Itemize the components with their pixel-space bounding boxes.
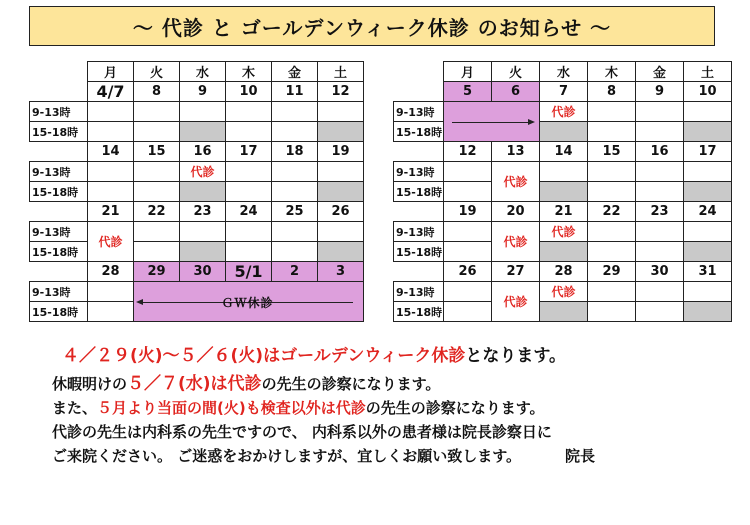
date-cell: 2 <box>272 262 318 282</box>
date-cell: 10 <box>226 82 272 102</box>
weekday-sat: 土 <box>684 62 732 82</box>
weekday-wed: 水 <box>540 62 588 82</box>
date-row <box>30 142 364 162</box>
daishin-label: 代診 <box>551 225 576 239</box>
date-row <box>394 202 732 222</box>
gw-period-text: ４／２９(火)～５／６(火)はゴールデンウィーク休診 <box>62 346 466 366</box>
time-slot-pm: 15-18時 <box>30 242 88 262</box>
date-cell: 21 <box>540 202 588 222</box>
calendar-april <box>29 61 364 322</box>
date-cell: 8 <box>134 82 180 102</box>
weekday-mon: 月 <box>88 62 134 82</box>
date-cell: 30 <box>636 262 684 282</box>
date-cell: 28 <box>88 262 134 282</box>
date-cell: 26 <box>444 262 492 282</box>
slot-row-pm <box>394 242 732 262</box>
date-cell: 29 <box>134 262 180 282</box>
date-cell: 26 <box>318 202 364 222</box>
date-cell: 20 <box>492 202 540 222</box>
gw-closed-block <box>134 282 364 322</box>
time-slot-am: 9-13時 <box>30 282 88 302</box>
weekday-wed: 水 <box>180 62 226 82</box>
date-cell: 18 <box>272 142 318 162</box>
slot-row-pm <box>30 242 364 262</box>
notice-title: ～ 代診 と ゴールデンウィーク休診 のお知らせ ～ <box>29 6 715 46</box>
time-slot-am: 9-13時 <box>30 102 88 122</box>
time-slot-pm: 15-18時 <box>394 122 444 142</box>
notice-line-1: ４／２９(火)～５／６(火)はゴールデンウィーク休診となります。 <box>62 346 567 366</box>
date-cell: 7 <box>540 82 588 102</box>
daishin-label: 代診 <box>503 175 528 189</box>
date-row <box>394 82 732 102</box>
date-cell: 14 <box>88 142 134 162</box>
date-cell: 3 <box>318 262 364 282</box>
date-cell: 17 <box>226 142 272 162</box>
slot-row-am <box>30 282 364 302</box>
notice-text <box>52 342 732 468</box>
date-cell: 23 <box>180 202 226 222</box>
daishin-label: 代診 <box>503 295 528 309</box>
date-row <box>394 142 732 162</box>
weekday-header-row <box>30 62 364 82</box>
slot-row-am <box>394 222 732 242</box>
date-cell: 30 <box>180 262 226 282</box>
notice-line-4: 代診の先生は内科系の先生ですので、 内科系以外の患者様は院長診察日に <box>52 423 552 441</box>
time-slot-am: 9-13時 <box>394 162 444 182</box>
slot-row-am <box>30 222 364 242</box>
weekday-thu: 木 <box>226 62 272 82</box>
date-cell: 17 <box>684 142 732 162</box>
date-cell: 19 <box>318 142 364 162</box>
date-cell: 10 <box>684 82 732 102</box>
notice-line-3: また、５月より当面の間(火)も検査以外は代診の先生の診察になります。 <box>52 399 545 417</box>
slot-row-am <box>394 162 732 182</box>
date-cell: 15 <box>134 142 180 162</box>
time-slot-pm: 15-18時 <box>30 302 88 322</box>
date-cell: 21 <box>88 202 134 222</box>
time-slot-am: 9-13時 <box>30 222 88 242</box>
date-cell: 4/7 <box>88 82 134 102</box>
slot-row-am <box>394 102 732 122</box>
time-slot-am: 9-13時 <box>394 282 444 302</box>
date-cell: 29 <box>588 262 636 282</box>
date-cell: 6 <box>492 82 540 102</box>
date-cell: 14 <box>540 142 588 162</box>
date-cell: 5 <box>444 82 492 102</box>
slot-row-pm <box>30 122 364 142</box>
date-cell: 11 <box>272 82 318 102</box>
tuesday-daishin-text: ５月より当面の間(火)も検査以外は代診 <box>97 399 366 417</box>
time-slot-am: 9-13時 <box>30 162 88 182</box>
date-cell: 19 <box>444 202 492 222</box>
daishin-label: 代診 <box>551 105 576 119</box>
date-row <box>30 202 364 222</box>
slot-row-am <box>30 102 364 122</box>
date-cell: 13 <box>492 142 540 162</box>
time-slot-pm: 15-18時 <box>394 242 444 262</box>
slot-row-pm <box>394 182 732 202</box>
daishin-label: 代診 <box>190 165 215 179</box>
daishin-label: 代診 <box>503 235 528 249</box>
weekday-thu: 木 <box>588 62 636 82</box>
date-cell: 23 <box>636 202 684 222</box>
date-row <box>30 82 364 102</box>
time-slot-am: 9-13時 <box>394 102 444 122</box>
weekday-fri: 金 <box>636 62 684 82</box>
calendar-may <box>393 61 732 322</box>
date-cell: 31 <box>684 262 732 282</box>
slot-row-pm <box>394 302 732 322</box>
time-slot-pm: 15-18時 <box>30 122 88 142</box>
weekday-mon: 月 <box>444 62 492 82</box>
weekday-tue: 火 <box>134 62 180 82</box>
date-cell: 28 <box>540 262 588 282</box>
date-cell: 22 <box>588 202 636 222</box>
time-slot-am: 9-13時 <box>394 222 444 242</box>
time-slot-pm: 15-18時 <box>30 182 88 202</box>
weekday-header-row <box>394 62 732 82</box>
slot-row-am <box>394 282 732 302</box>
date-cell: 9 <box>636 82 684 102</box>
date-cell: 16 <box>636 142 684 162</box>
date-cell: 12 <box>444 142 492 162</box>
weekday-tue: 火 <box>492 62 540 82</box>
gw-closed-block <box>444 102 540 142</box>
date-cell: 22 <box>134 202 180 222</box>
date-row <box>30 262 364 282</box>
time-slot-pm: 15-18時 <box>394 302 444 322</box>
date-cell: 25 <box>272 202 318 222</box>
slot-row-am <box>30 162 364 182</box>
notice-line-5: ご来院ください。 ご迷惑をおかけしますが、宜しくお願い致します。 院長 <box>52 447 596 465</box>
date-cell: 5/1 <box>226 262 272 282</box>
daishin-label: 代診 <box>98 235 123 249</box>
weekday-sat: 土 <box>318 62 364 82</box>
date-cell: 27 <box>492 262 540 282</box>
date-cell: 24 <box>684 202 732 222</box>
slot-row-pm <box>30 182 364 202</box>
signature: 院長 <box>565 447 596 465</box>
date-cell: 8 <box>588 82 636 102</box>
time-slot-pm: 15-18時 <box>394 182 444 202</box>
notice-line-2: 休暇明けの５／７(水)は代診の先生の診察になります。 <box>52 374 441 394</box>
right-arrow-icon <box>452 122 529 123</box>
may7-daishin-text: ５／７(水)は代診 <box>127 374 262 394</box>
date-cell: 24 <box>226 202 272 222</box>
date-cell: 16 <box>180 142 226 162</box>
left-arrow-icon: ＧＷ休診 <box>142 302 353 303</box>
date-cell: 12 <box>318 82 364 102</box>
date-row <box>394 262 732 282</box>
weekday-fri: 金 <box>272 62 318 82</box>
daishin-label: 代診 <box>551 285 576 299</box>
date-cell: 9 <box>180 82 226 102</box>
date-cell: 15 <box>588 142 636 162</box>
